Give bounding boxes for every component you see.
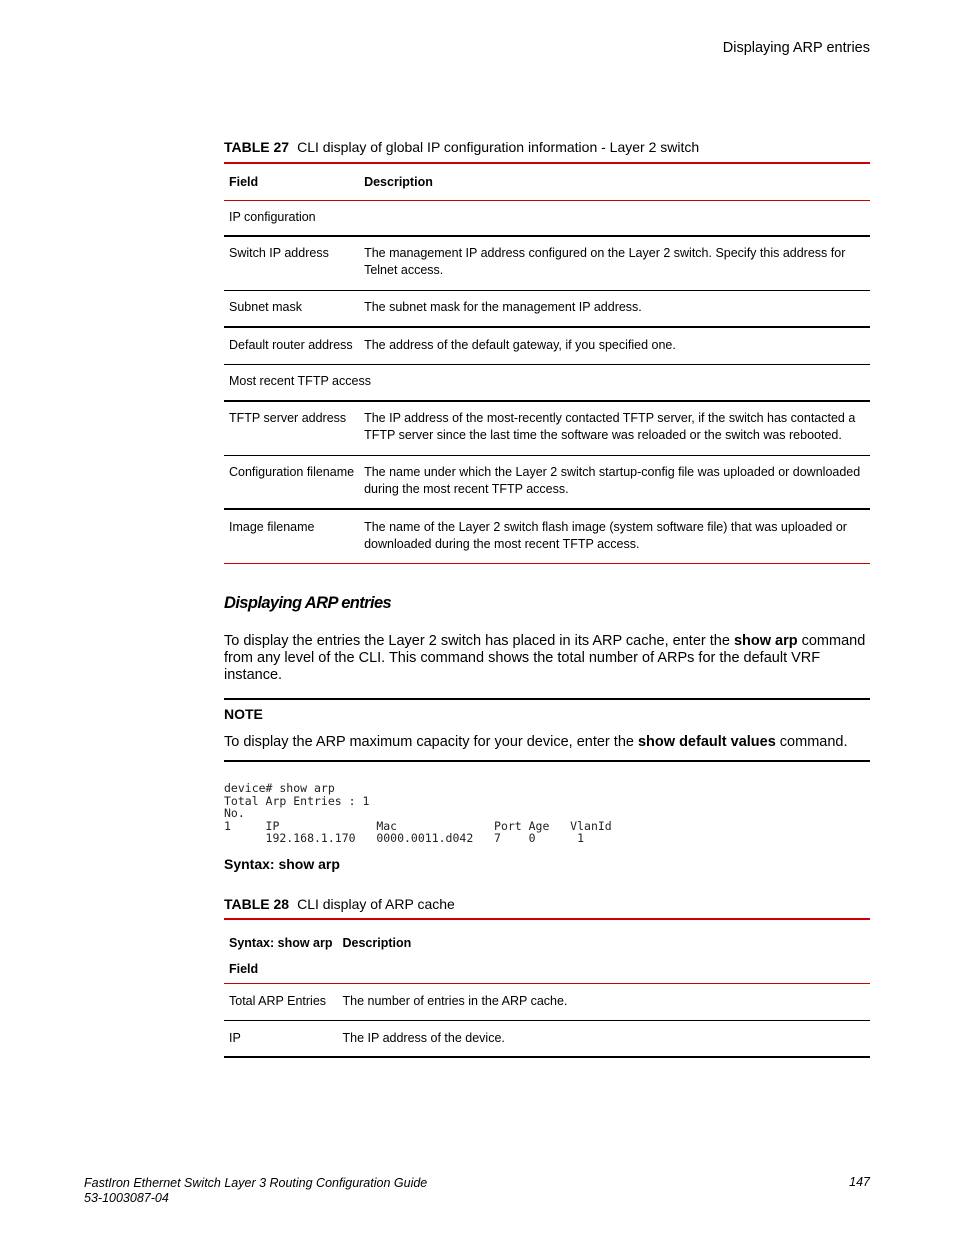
note-text-end: command. [775, 734, 848, 750]
note-command: show default values [637, 734, 776, 750]
table-row [224, 200, 870, 236]
row-field: Configuration filename [229, 464, 355, 479]
intro-text-end: command from any level of the CLI. This command shows the total number of ARPs for the default VRF instance. [224, 633, 866, 683]
row-description: The management IP address configured on the Layer 2 switch. Specify this address for Telnet access. [364, 246, 846, 277]
row-field: IP [229, 1030, 241, 1045]
column-header-description: Description [342, 936, 412, 950]
row-group-field: IP configuration [229, 209, 316, 224]
table-28 [224, 918, 870, 1058]
header-syntax-label: Syntax: show arp [229, 936, 333, 950]
row-field: Switch IP address [229, 246, 329, 260]
table-row [224, 290, 870, 327]
footer-doc-title: FastIron Ethernet Switch Layer 3 Routing Configuration Guide [84, 1176, 428, 1190]
running-header: Displaying ARP entries [722, 40, 870, 56]
row-field: Subnet mask [229, 299, 302, 314]
row-field: Default router address [229, 338, 353, 352]
row-description: The IP address of the most-recently contacted TFTP server, if the switch has contacted a TFTP server since the last time the software was reloaded or the switch was rebooted. [364, 411, 856, 442]
table-27-caption [224, 139, 699, 155]
row-description: The name under which the Layer 2 switch startup-config file was uploaded or downloaded during the most recent TFTP access. [364, 464, 861, 496]
page-number: 147 [849, 1175, 870, 1189]
column-header-description: Description [364, 175, 433, 189]
table-row [224, 327, 870, 364]
row-description: The address of the default gateway, if you specified one. [364, 338, 676, 352]
table-27-label: TABLE 27 [224, 139, 290, 155]
table-28-caption [224, 896, 455, 912]
syntax-line: Syntax: show arp [224, 856, 340, 872]
intro-command: show arp [733, 633, 798, 649]
table-27 [224, 162, 870, 564]
intro-text: To display the entries the Layer 2 switch has placed in its ARP cache, enter the [224, 633, 734, 649]
cli-output-sample: device# show arp Total Arp Entries : 1 No. 1 IP Mac Port Age VlanId 192.168.1.170 0000.0011.d042 7 0 1 [224, 781, 612, 845]
header-field-label: Field [229, 962, 259, 976]
table-header-row [224, 919, 870, 983]
table-row [224, 364, 870, 401]
table-28-caption-text: CLI display of ARP cache [297, 896, 455, 912]
table-27-caption-text: CLI display of global IP configuration information - Layer 2 switch [297, 139, 700, 155]
intro-paragraph [224, 633, 874, 684]
note-text-start: To display the ARP maximum capacity for your device, enter the [224, 734, 638, 750]
row-description: The number of entries in the ARP cache. [342, 993, 568, 1008]
table-row [224, 455, 870, 509]
table-row [224, 1020, 870, 1057]
row-description: The subnet mask for the management IP address. [364, 299, 642, 314]
table-row [224, 509, 870, 563]
row-field: TFTP server address [229, 411, 347, 425]
section-title: Displaying ARP entries [224, 594, 392, 612]
column-header-field: Field [229, 175, 259, 189]
row-group-field: Most recent TFTP access [229, 373, 371, 388]
column-header-field [224, 919, 338, 983]
note-top-rule [224, 698, 870, 700]
row-field: Image filename [229, 520, 315, 534]
table-28-label: TABLE 28 [224, 896, 290, 912]
footer-doc-id: 53-1003087-04 [84, 1191, 169, 1205]
table-row [224, 983, 870, 1020]
table-row [224, 401, 870, 455]
row-description: The name of the Layer 2 switch flash image (system software file) that was uploaded or downloaded during the most recent TFTP access. [364, 520, 847, 551]
note-text [224, 734, 874, 751]
row-description: The IP address of the device. [342, 1030, 505, 1045]
table-row [224, 236, 870, 290]
table-header-row [224, 163, 870, 200]
row-field: Total ARP Entries [229, 993, 327, 1008]
note-label: NOTE [224, 706, 263, 722]
note-bottom-rule [224, 760, 870, 762]
